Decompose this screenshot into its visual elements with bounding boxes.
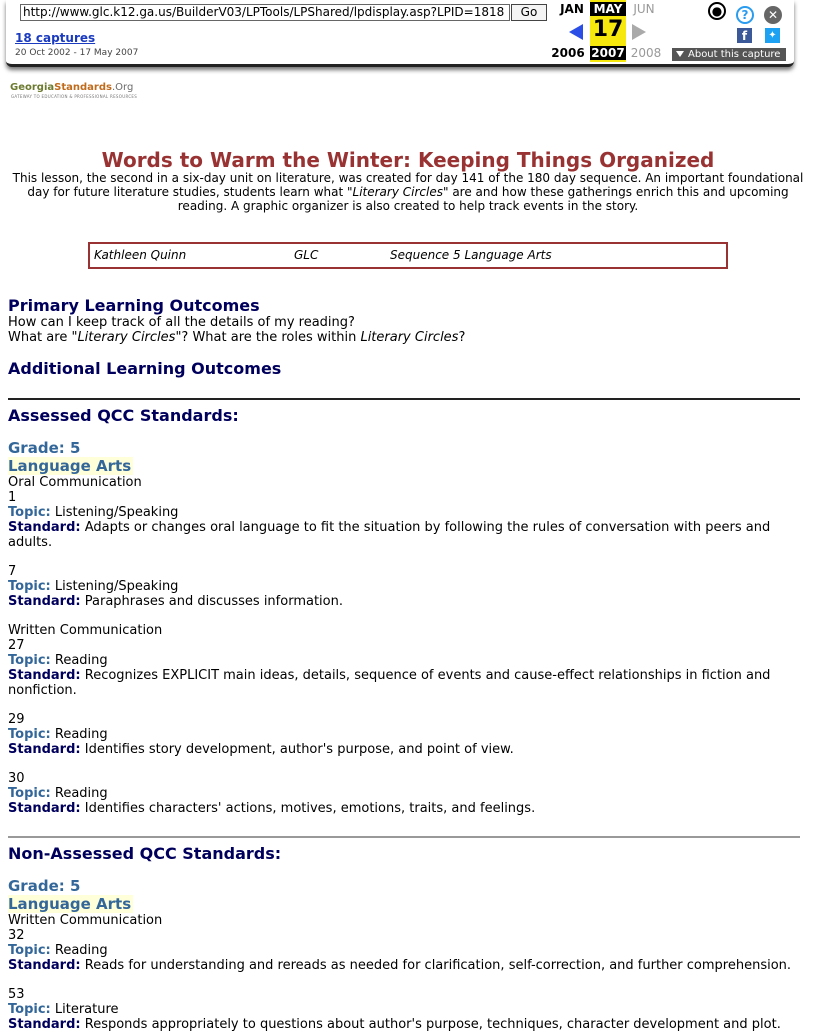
- outcome-text-c: "? What are the roles within: [175, 330, 361, 345]
- close-icon[interactable]: ✕: [764, 6, 782, 24]
- standard-value: Paraphrases and discusses information.: [84, 594, 343, 609]
- primary-outcomes-heading: Primary Learning Outcomes: [8, 296, 260, 315]
- standard-value: Identifies characters' actions, motives, emotions, traits, and feelings.: [84, 801, 536, 816]
- go-button[interactable]: Go: [511, 4, 547, 21]
- logo-standards: Standards: [54, 82, 112, 93]
- organization: GLC: [294, 248, 319, 262]
- nonassessed-subject: Language Arts: [8, 895, 132, 913]
- topic-label: Topic:: [8, 943, 51, 958]
- month-current: MAY: [590, 2, 626, 16]
- lesson-title: Words to Warm the Winter: Keeping Things Organized: [101, 148, 715, 172]
- caret-down-icon: [676, 51, 684, 57]
- outcome-italic-1: Literary Circles: [77, 330, 176, 345]
- topic-value: Listening/Speaking: [54, 579, 179, 594]
- standard-number: 1: [8, 490, 17, 505]
- topic-value: Reading: [54, 786, 108, 801]
- author: Kathleen Quinn: [94, 248, 187, 262]
- outcome-italic-2: Literary Circles: [360, 330, 459, 345]
- logo-georgia: Georgia: [10, 82, 55, 93]
- standard-label: Standard:: [8, 958, 81, 973]
- standard-topic: [8, 505, 178, 520]
- standard-topic: [8, 727, 108, 742]
- additional-outcomes-heading: Additional Learning Outcomes: [8, 359, 282, 378]
- logo-org: .Org: [111, 82, 134, 93]
- standard-number: 27: [8, 638, 25, 653]
- topic-value: Listening/Speaking: [54, 505, 179, 520]
- standard-number: 53: [8, 987, 25, 1002]
- topic-label: Topic:: [8, 653, 51, 668]
- divider: [8, 398, 800, 400]
- standard-number: 29: [8, 712, 25, 727]
- georgiastandards-logo[interactable]: [10, 82, 133, 93]
- outcome-text-e: ?: [458, 330, 466, 345]
- desc-text-2: " are and how these gatherings enrich this and upcoming reading. A graphic organizer is also created to help track events in the story.: [177, 185, 789, 213]
- outcome-line-2: [8, 330, 465, 345]
- logo-tagline: GATEWAY TO EDUCATION & PROFESSIONAL RESOURCES: [11, 94, 138, 99]
- standard-text: [8, 801, 798, 816]
- standard-text: [8, 668, 798, 698]
- topic-label: Topic:: [8, 786, 51, 801]
- outcome-line-1: How can I keep track of all the details of my reading?: [8, 315, 355, 330]
- standard-value: Reads for understanding and rereads as needed for clarification, self-correction, and further comprehension.: [84, 958, 792, 973]
- topic-value: Reading: [54, 653, 108, 668]
- written-communication-label: Written Communication: [8, 913, 163, 928]
- standard-topic: [8, 786, 108, 801]
- year-current: 2007: [591, 46, 625, 60]
- topic-label: Topic:: [8, 1002, 51, 1017]
- standard-label: Standard:: [8, 668, 81, 683]
- standard-label: Standard:: [8, 1017, 81, 1032]
- help-icon[interactable]: ?: [736, 6, 754, 24]
- year-next: 2008: [630, 46, 662, 60]
- prev-capture-arrow-icon[interactable]: [569, 24, 583, 40]
- lesson-description: [8, 171, 808, 213]
- standard-value: Responds appropriately to questions about author's purpose, techniques, character development and plot.: [84, 1017, 781, 1032]
- lesson-meta-box: [88, 242, 728, 269]
- standard-topic: [8, 943, 108, 958]
- year-prev[interactable]: 2006: [551, 46, 585, 60]
- topic-value: Literature: [54, 1002, 119, 1017]
- next-capture-arrow-icon: [632, 24, 646, 40]
- about-capture-label: About this capture: [688, 49, 781, 60]
- month-next: JUN: [633, 2, 655, 16]
- assessed-subject: Language Arts: [8, 457, 132, 475]
- outcome-text-a: What are ": [8, 330, 78, 345]
- standard-topic: [8, 1002, 119, 1017]
- standard-value: Identifies story development, author's purpose, and point of view.: [84, 742, 514, 757]
- topic-value: Reading: [54, 727, 108, 742]
- capture-range: 20 Oct 2002 - 17 May 2007: [15, 48, 139, 58]
- wayback-toolbar: [6, 0, 794, 67]
- standard-text: [8, 958, 798, 973]
- topic-label: Topic:: [8, 505, 51, 520]
- desc-italic: Literary Circles: [352, 185, 443, 199]
- standard-topic: [8, 579, 178, 594]
- standard-label: Standard:: [8, 594, 81, 609]
- standard-text: [8, 742, 798, 757]
- standard-number: 32: [8, 928, 25, 943]
- standard-text: [8, 520, 798, 550]
- url-input[interactable]: http://www.glc.k12.ga.us/BuilderV03/LPTools/LPShared/lpdisplay.asp?LPID=1818: [20, 4, 510, 21]
- facebook-icon[interactable]: f: [737, 28, 752, 43]
- nonassessed-heading: Non-Assessed QCC Standards:: [8, 844, 282, 863]
- sequence: Sequence 5 Language Arts: [390, 248, 552, 262]
- written-communication-label: Written Communication: [8, 623, 163, 638]
- nonassessed-grade: Grade: 5: [8, 877, 81, 895]
- standard-value: Recognizes EXPLICIT main ideas, details, sequence of events and cause-effect relationships in fiction and nonfiction.: [8, 668, 771, 698]
- desc-text-1: This lesson, the second in a six-day unit on literature, was created for day 141 of the 180 day sequence. An important foundational day for future literature studies, students learn what ": [12, 171, 804, 199]
- standard-number: 30: [8, 771, 25, 786]
- standard-value: Adapts or changes oral language to fit the situation by following the rules of conversation with peers and adults.: [8, 520, 771, 550]
- month-prev[interactable]: JAN: [560, 2, 584, 16]
- divider: [8, 836, 800, 838]
- standard-topic: [8, 653, 108, 668]
- topic-label: Topic:: [8, 727, 51, 742]
- assessed-heading: Assessed QCC Standards:: [8, 406, 239, 425]
- oral-communication-label: Oral Communication: [8, 475, 142, 490]
- standard-text: [8, 1017, 798, 1032]
- topic-label: Topic:: [8, 579, 51, 594]
- about-capture-button[interactable]: [672, 48, 786, 61]
- standard-text: [8, 594, 798, 609]
- standard-label: Standard:: [8, 742, 81, 757]
- current-day: 17: [592, 17, 624, 42]
- user-icon[interactable]: ●: [708, 2, 726, 20]
- captures-link[interactable]: 18 captures: [15, 31, 96, 45]
- standard-number: 7: [8, 564, 17, 579]
- topic-value: Reading: [54, 943, 108, 958]
- twitter-icon[interactable]: ✦: [765, 28, 780, 43]
- standard-label: Standard:: [8, 520, 81, 535]
- standard-label: Standard:: [8, 801, 81, 816]
- assessed-grade: Grade: 5: [8, 439, 81, 457]
